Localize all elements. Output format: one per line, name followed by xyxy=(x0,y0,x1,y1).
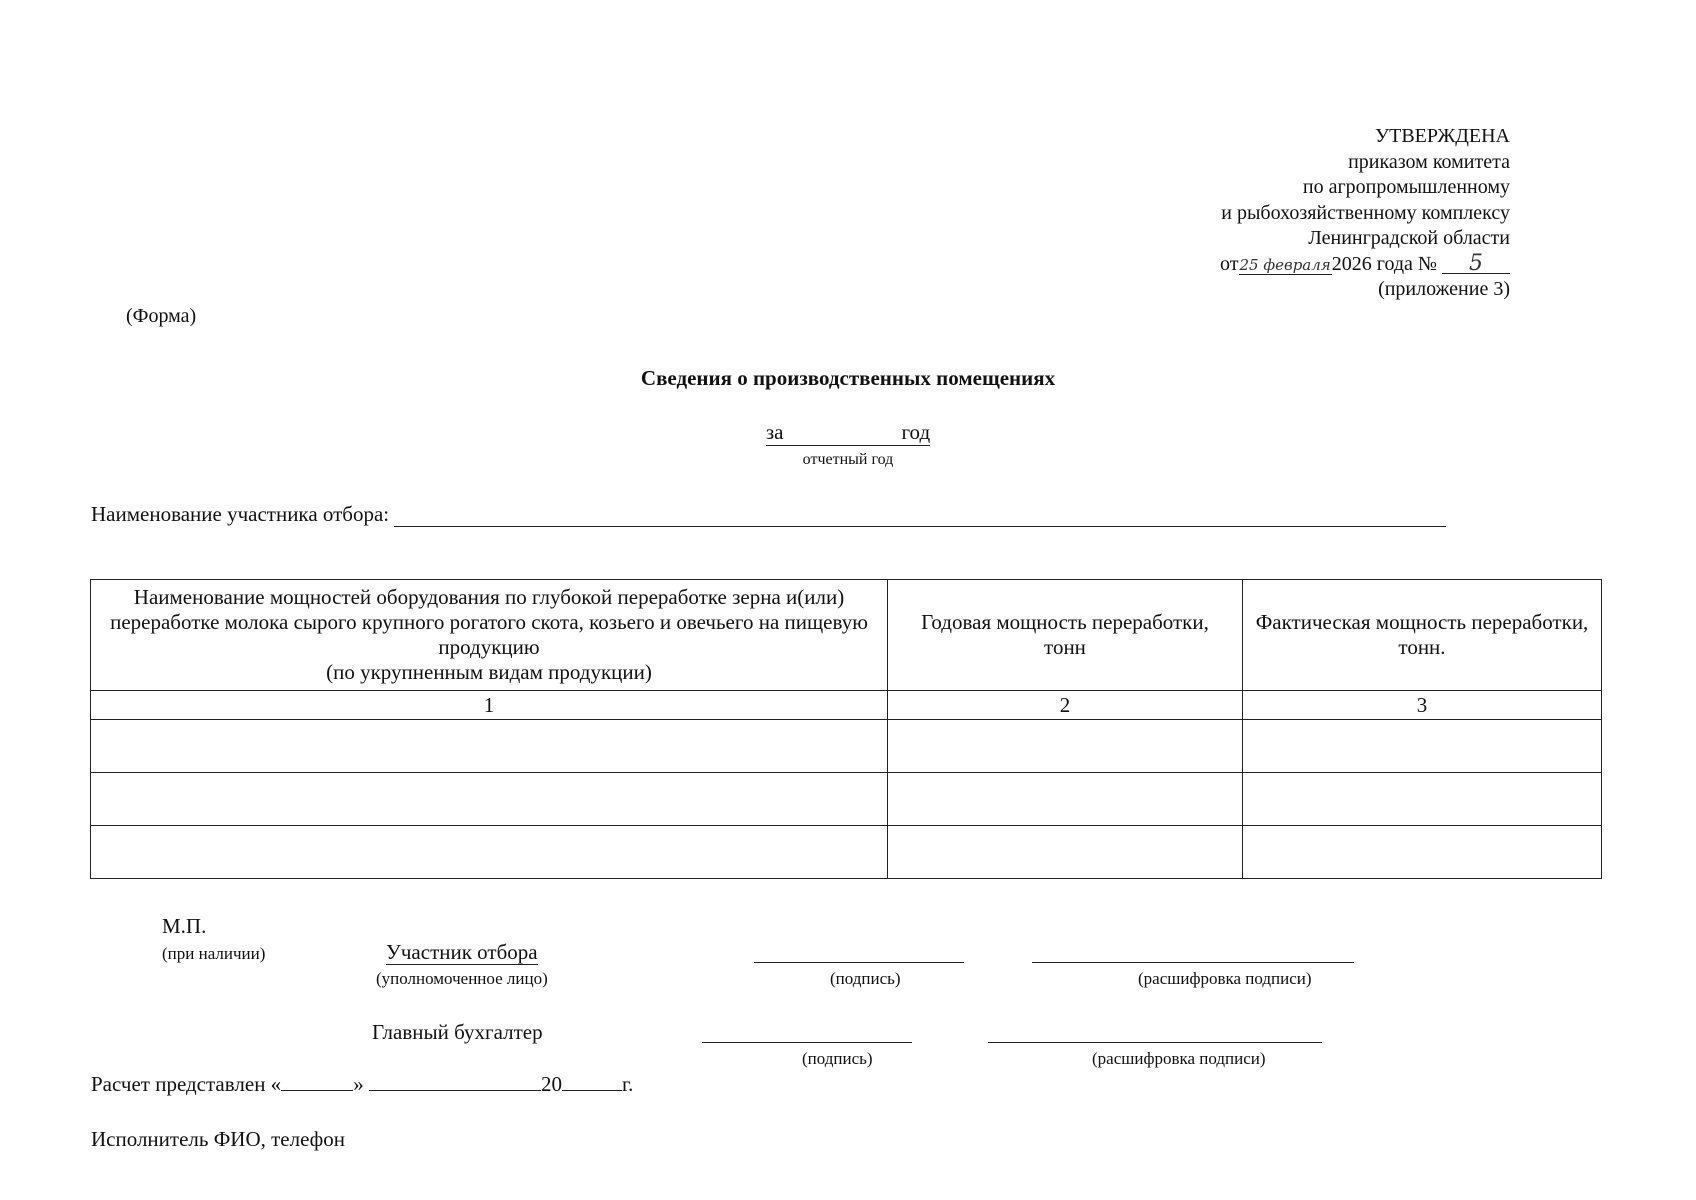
approval-date-line xyxy=(990,252,1510,278)
table-cell[interactable] xyxy=(91,773,888,826)
form-label: (Форма) xyxy=(126,305,197,327)
capacity-table xyxy=(90,579,1602,879)
signature-decoding-note: (расшифровка подписи) xyxy=(1092,1049,1266,1068)
table-row xyxy=(91,720,1602,773)
approval-line: и рыбохозяйственному комплексу xyxy=(1221,201,1510,224)
column-number: 1 xyxy=(91,691,888,720)
reporting-year-note: отчетный год xyxy=(802,451,894,468)
participant-name-label: Наименование участника отбора: xyxy=(91,502,390,526)
accountant-signature-decoding-field[interactable] xyxy=(988,1042,1322,1043)
submission-month-field[interactable] xyxy=(369,1072,541,1091)
table-cell[interactable] xyxy=(888,826,1243,879)
column-number-row xyxy=(91,691,1602,720)
column-number: 2 xyxy=(888,691,1243,720)
participant-name-field[interactable] xyxy=(394,506,1446,527)
executor-line: Исполнитель ФИО, телефон xyxy=(91,1127,346,1151)
table-cell[interactable] xyxy=(91,826,888,879)
approval-line: приказом комитета xyxy=(1348,150,1510,173)
handwritten-order-number: 5 xyxy=(1442,255,1510,274)
reporting-year-line xyxy=(0,420,1696,446)
approval-date-suffix: 2026 года № xyxy=(1331,252,1437,275)
year-suffix: год xyxy=(901,420,931,444)
approval-appendix: (приложение 3) xyxy=(1378,278,1510,300)
submission-year-field[interactable] xyxy=(562,1072,622,1091)
approval-title: УТВЕРЖДЕНА xyxy=(1374,125,1510,147)
approval-block xyxy=(990,124,1510,303)
submission-year-prefix: 20 xyxy=(540,1072,562,1096)
participant-signature-field[interactable] xyxy=(754,962,964,963)
column-number: 3 xyxy=(1243,691,1602,720)
table-cell[interactable] xyxy=(91,720,888,773)
participant-signatory-text: Участник отбора xyxy=(386,940,538,964)
signature-note: (подпись) xyxy=(802,1049,873,1068)
signature-note: (подпись) xyxy=(830,969,901,988)
submission-mid: » xyxy=(353,1072,364,1096)
seal-note: (при наличии) xyxy=(162,944,266,963)
submission-prefix: Расчет представлен « xyxy=(91,1072,282,1096)
table-cell[interactable] xyxy=(1243,826,1602,879)
approval-line: по агропромышленному xyxy=(1302,176,1510,198)
table-cell[interactable] xyxy=(888,773,1243,826)
submission-suffix: г. xyxy=(621,1072,634,1096)
header-actual-capacity: Фактическая мощность переработки, тонн. xyxy=(1243,580,1602,691)
participant-signature-decoding-field[interactable] xyxy=(1032,962,1354,963)
table-row xyxy=(91,773,1602,826)
header-equipment-capacity: Наименование мощностей оборудования по глубокой переработке зерна и(или) переработке молока сырого крупного рогатого скота, козьего и овечьего на пищевую продукцию (по укрупненным видам продукции) xyxy=(91,580,888,691)
participant-signatory-label xyxy=(386,940,538,965)
table-cell[interactable] xyxy=(888,720,1243,773)
year-prefix: за xyxy=(765,420,784,444)
approval-line: Ленинградской области xyxy=(1308,227,1510,249)
table-cell[interactable] xyxy=(1243,773,1602,826)
submission-date-line xyxy=(91,1072,633,1097)
header-annual-capacity: Годовая мощность переработки, тонн xyxy=(888,580,1243,691)
participant-name-row xyxy=(91,502,1446,527)
submission-day-field[interactable] xyxy=(281,1072,353,1091)
table-header-row xyxy=(91,580,1602,691)
table-cell[interactable] xyxy=(1243,720,1602,773)
authorized-person-note: (уполномоченное лицо) xyxy=(376,969,548,988)
signature-decoding-note: (расшифровка подписи) xyxy=(1138,969,1312,988)
table-row xyxy=(91,826,1602,879)
approval-date-prefix: от xyxy=(1220,252,1239,275)
chief-accountant-label: Главный бухгалтер xyxy=(372,1020,543,1044)
handwritten-date: 25 февраля xyxy=(1239,255,1331,274)
document-title: Сведения о производственных помещениях xyxy=(640,366,1056,390)
accountant-signature-field[interactable] xyxy=(702,1042,912,1043)
seal-label: М.П. xyxy=(162,914,207,938)
reporting-year-field[interactable] xyxy=(766,420,930,446)
